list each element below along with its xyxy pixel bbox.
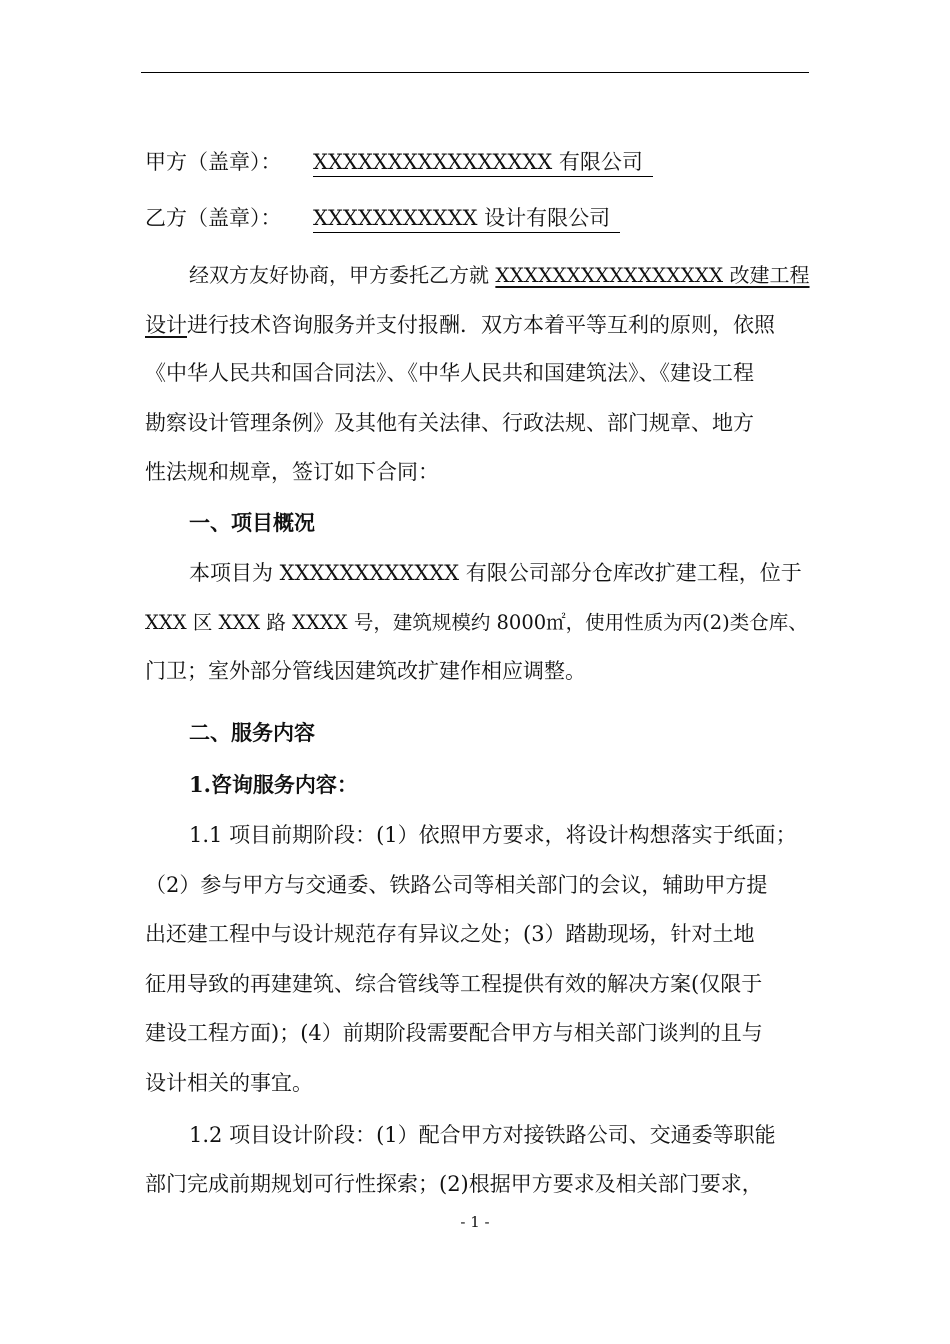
intro-text: 经双方友好协商，甲方委托乙方就	[189, 263, 496, 287]
intro-text: 进行技术咨询服务并支付报酬．双方本着平等互利的原则，依照	[187, 313, 775, 337]
paragraph-1-1-line-3: 出还建工程中与设计规范存有异议之处；(3）踏勘现场，针对土地	[145, 922, 755, 946]
intro-line-2	[145, 310, 810, 340]
paragraph-1-1-line-6: 设计相关的事宜。	[145, 1071, 313, 1095]
paragraph-1-2-line-1: 1.2 项目设计阶段：(1）配合甲方对接铁路公司、交通委等职能	[189, 1123, 776, 1147]
section-1-heading: 一、项目概况	[189, 510, 315, 535]
paragraph-1-2-line-2: 部门完成前期规划可行性探索；(2)根据甲方要求及相关部门要求，	[145, 1172, 763, 1196]
paragraph-1-1-line-2: （2）参与甲方与交通委、铁路公司等相关部门的会议，辅助甲方提	[145, 873, 768, 897]
paragraph-1-1-line-1: 1.1 项目前期阶段：(1）依照甲方要求，将设计构想落实于纸面；	[189, 823, 797, 847]
intro-line-1	[189, 260, 810, 290]
section-1-line-1: 本项目为 XXXXXXXXXXXX 有限公司部分仓库改扩建工程，位于	[189, 561, 802, 585]
intro-line-4: 勘察设计管理条例》及其他有关法律、行政法规、部门规章、地方	[145, 411, 754, 435]
project-name-underline-cont: 设计	[145, 313, 187, 337]
paragraph-1-1-line-4: 征用导致的再建建筑、综合管线等工程提供有效的解决方案(仅限于	[145, 972, 763, 996]
party-a-row	[145, 147, 810, 177]
section-1-line-2: XXX 区 XXX 路 XXXX 号，建筑规模约 8000㎡，使用性质为丙(2)类仓库、	[145, 611, 808, 634]
project-name-underline: XXXXXXXXXXXXXXXX 改建工程	[495, 263, 810, 287]
header-rule	[141, 72, 809, 73]
party-b-label: 乙方（盖章）：	[145, 206, 282, 230]
party-b-value: XXXXXXXXXXX 设计有限公司	[313, 204, 620, 233]
paragraph-1-1-line-5: 建设工程方面)；(4）前期阶段需要配合甲方与相关部门谈判的且与	[145, 1021, 763, 1045]
section-2-heading: 二、服务内容	[189, 720, 315, 745]
page-number: - 1 -	[460, 1213, 490, 1231]
subsection-1-heading: 1.咨询服务内容：	[189, 772, 358, 797]
intro-line-3: 《中华人民共和国合同法》、《中华人民共和国建筑法》、《建设工程	[145, 361, 754, 385]
party-a-value: XXXXXXXXXXXXXXXX 有限公司	[313, 148, 653, 177]
intro-line-5: 性法规和规章，签订如下合同：	[145, 460, 439, 484]
party-a-label: 甲方（盖章）：	[145, 150, 282, 174]
party-b-row	[145, 203, 810, 233]
section-1-line-3: 门卫；室外部分管线因建筑改扩建作相应调整。	[145, 659, 586, 683]
